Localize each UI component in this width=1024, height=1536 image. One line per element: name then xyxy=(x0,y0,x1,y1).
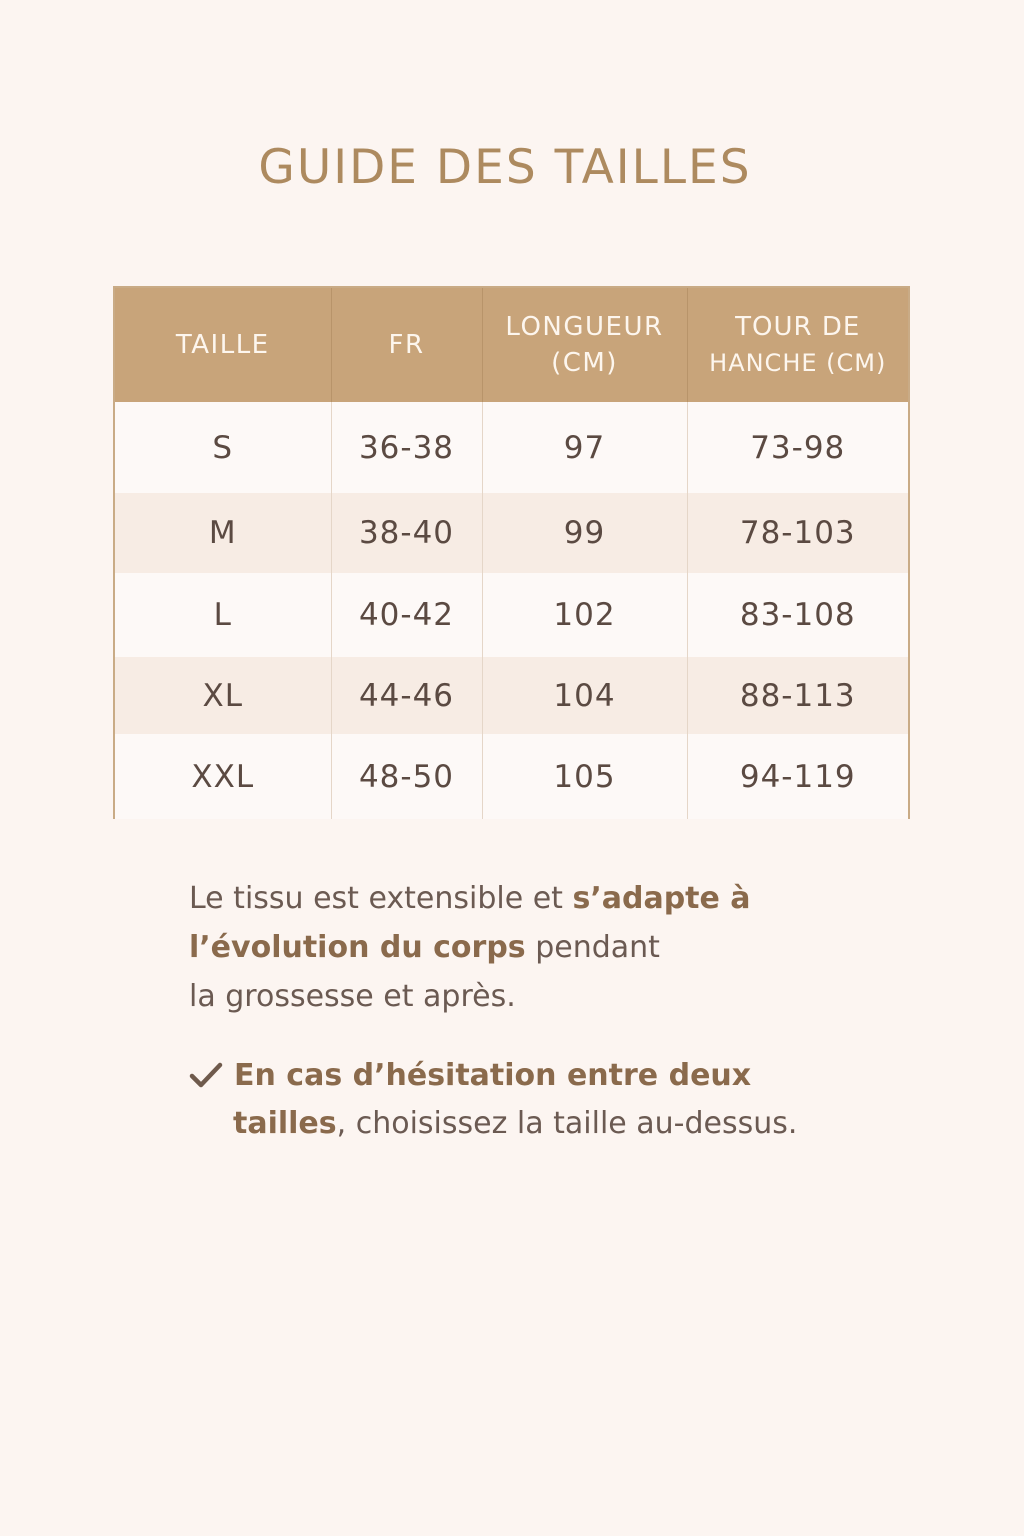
cell-taille: XL xyxy=(115,657,331,734)
header-taille xyxy=(115,288,331,402)
page-title: GUIDE DES TAILLES xyxy=(258,140,752,195)
table-row xyxy=(115,493,908,573)
cell-longueur: 97 xyxy=(482,402,687,493)
table-row xyxy=(115,402,908,493)
table-row xyxy=(115,657,908,734)
header-hanche-line2: HANCHE (CM) xyxy=(709,349,887,377)
header-fr xyxy=(331,288,482,402)
cell-longueur: 104 xyxy=(482,657,687,734)
size-tip xyxy=(189,1052,869,1148)
note-text-1: Le tissu est extensible et xyxy=(189,881,573,916)
cell-hanche: 83-108 xyxy=(739,597,856,633)
table-row xyxy=(115,734,908,819)
cell-longueur: 99 xyxy=(482,493,687,573)
table-header xyxy=(115,288,908,402)
cell-fr: 38-40 xyxy=(331,493,482,573)
note-text-2: pendant xyxy=(525,930,660,965)
cell-taille: XXL xyxy=(115,734,331,819)
fabric-note xyxy=(189,874,849,1021)
size-table-grid xyxy=(115,288,908,819)
header-fr-label: FR xyxy=(388,330,425,360)
cell-hanche: 94-119 xyxy=(739,758,856,795)
cell-fr: 44-46 xyxy=(331,657,482,734)
header-longueur-line2: (CM) xyxy=(551,348,618,378)
cell-hanche: 88-113 xyxy=(739,677,856,714)
cell-fr: 36-38 xyxy=(331,402,482,493)
cell-taille: L xyxy=(115,573,331,657)
tip-bold-2: tailles xyxy=(233,1106,337,1141)
header-hanche-line1: TOUR DE xyxy=(735,312,861,342)
table-row xyxy=(115,573,908,657)
tip-text-line2 xyxy=(189,1100,869,1148)
cell-hanche: 78-103 xyxy=(739,515,856,551)
header-hanche xyxy=(687,288,908,402)
note-bold-2: l’évolution du corps xyxy=(189,930,526,965)
cell-hanche: 73-98 xyxy=(750,429,846,466)
check-icon xyxy=(189,1058,223,1092)
note-text-3: la grossesse et après. xyxy=(189,979,516,1014)
header-taille-label: TAILLE xyxy=(175,330,270,360)
cell-fr: 40-42 xyxy=(331,573,482,657)
cell-longueur: 102 xyxy=(482,573,687,657)
tip-rest: , choisissez la taille au-dessus. xyxy=(336,1106,798,1141)
cell-taille: S xyxy=(115,402,331,493)
cell-fr: 48-50 xyxy=(331,734,482,819)
cell-longueur: 105 xyxy=(482,734,687,819)
header-longueur xyxy=(482,288,687,402)
note-bold-1: s’adapte à xyxy=(572,881,751,916)
size-table xyxy=(113,286,910,819)
tip-text xyxy=(189,1052,869,1100)
header-longueur-line1: LONGUEUR xyxy=(505,312,664,342)
tip-bold-1: En cas d’hésitation entre deux xyxy=(234,1058,752,1093)
header-row xyxy=(115,288,908,402)
cell-taille: M xyxy=(115,493,331,573)
